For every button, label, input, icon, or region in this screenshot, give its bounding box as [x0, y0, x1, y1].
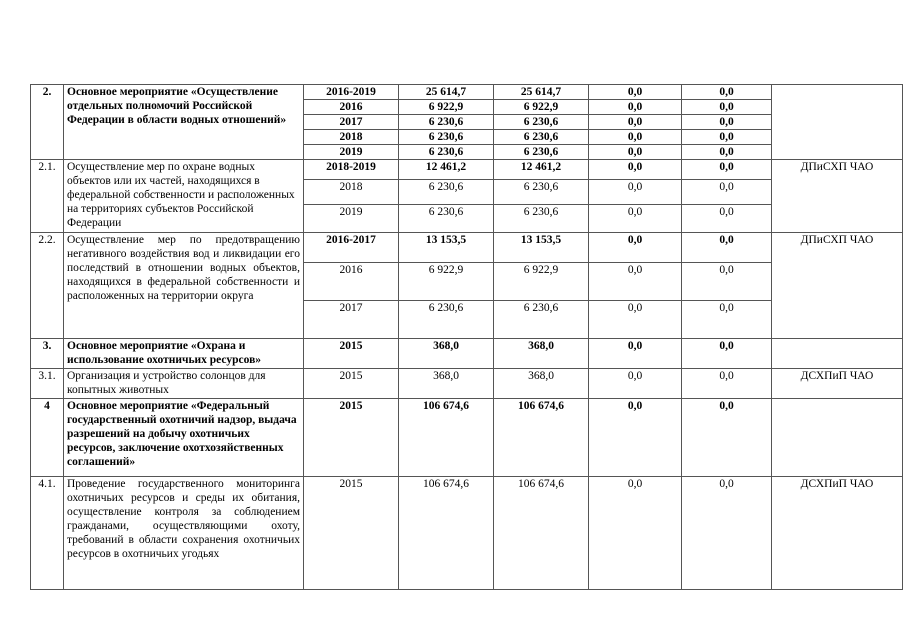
regional-cell: 0,0	[589, 160, 682, 180]
other-cell: 0,0	[682, 205, 772, 233]
other-cell: 0,0	[682, 369, 772, 399]
row-number: 4.1.	[31, 477, 64, 590]
total-cell: 12 461,2	[399, 160, 494, 180]
federal-cell: 106 674,6	[494, 399, 589, 477]
row-number: 3.	[31, 339, 64, 369]
total-cell: 6 230,6	[399, 180, 494, 205]
regional-cell: 0,0	[589, 477, 682, 590]
year-cell: 2018-2019	[304, 160, 399, 180]
other-cell: 0,0	[682, 339, 772, 369]
other-cell: 0,0	[682, 233, 772, 263]
row-number: 2.2.	[31, 233, 64, 339]
federal-cell: 6 230,6	[494, 130, 589, 145]
regional-cell: 0,0	[589, 115, 682, 130]
total-cell: 368,0	[399, 369, 494, 399]
year-cell: 2019	[304, 205, 399, 233]
regional-cell: 0,0	[589, 85, 682, 100]
total-cell: 6 230,6	[399, 205, 494, 233]
row-description: Проведение государственного мониторинга охотничьих ресурсов и среды их обитания, осуществление контроля за соблюдением гражданами, осуществляющими охоту, требований в области сохранения охотничьих ресурсов в охотничьих угодьях	[64, 477, 304, 590]
regional-cell: 0,0	[589, 145, 682, 160]
table-row	[31, 233, 903, 263]
other-cell: 0,0	[682, 160, 772, 180]
responsible-cell	[772, 399, 903, 477]
responsible-cell: ДСХПиП ЧАО	[772, 369, 903, 399]
other-cell: 0,0	[682, 263, 772, 301]
responsible-cell	[772, 85, 903, 160]
federal-cell: 25 614,7	[494, 85, 589, 100]
federal-cell: 368,0	[494, 339, 589, 369]
table-row	[31, 369, 903, 399]
other-cell: 0,0	[682, 145, 772, 160]
row-number: 4	[31, 399, 64, 477]
federal-cell: 106 674,6	[494, 477, 589, 590]
federal-cell: 12 461,2	[494, 160, 589, 180]
federal-cell: 6 230,6	[494, 301, 589, 339]
federal-cell: 6 230,6	[494, 145, 589, 160]
year-cell: 2015	[304, 399, 399, 477]
year-cell: 2015	[304, 339, 399, 369]
total-cell: 6 230,6	[399, 301, 494, 339]
row-number: 3.1.	[31, 369, 64, 399]
total-cell: 13 153,5	[399, 233, 494, 263]
federal-cell: 6 230,6	[494, 180, 589, 205]
program-table	[30, 84, 903, 590]
year-cell: 2016	[304, 263, 399, 301]
year-cell: 2016-2017	[304, 233, 399, 263]
federal-cell: 6 922,9	[494, 263, 589, 301]
total-cell: 6 922,9	[399, 100, 494, 115]
year-cell: 2018	[304, 130, 399, 145]
regional-cell: 0,0	[589, 339, 682, 369]
total-cell: 106 674,6	[399, 399, 494, 477]
regional-cell: 0,0	[589, 233, 682, 263]
year-cell: 2017	[304, 301, 399, 339]
other-cell: 0,0	[682, 100, 772, 115]
row-description: Осуществление мер по предотвращению негативного воздействия вод и ликвидации его последствий в отношении водных объектов, находящихся в федеральной собственности и расположенных на территории округа	[64, 233, 304, 339]
other-cell: 0,0	[682, 85, 772, 100]
year-cell: 2018	[304, 180, 399, 205]
federal-cell: 6 922,9	[494, 100, 589, 115]
federal-cell: 368,0	[494, 369, 589, 399]
row-description: Основное мероприятие «Федеральный государственный охотничий надзор, выдача разрешений на добычу охотничьих ресурсов, заключение охотхозяйственных соглашений»	[64, 399, 304, 477]
regional-cell: 0,0	[589, 130, 682, 145]
total-cell: 368,0	[399, 339, 494, 369]
federal-cell: 6 230,6	[494, 115, 589, 130]
row-description: Основное мероприятие «Осуществление отдельных полномочий Российской Федерации в области водных отношений»	[64, 85, 304, 160]
other-cell: 0,0	[682, 477, 772, 590]
table-row	[31, 477, 903, 590]
table-row	[31, 160, 903, 180]
regional-cell: 0,0	[589, 369, 682, 399]
total-cell: 6 230,6	[399, 130, 494, 145]
year-cell: 2019	[304, 145, 399, 160]
other-cell: 0,0	[682, 399, 772, 477]
federal-cell: 13 153,5	[494, 233, 589, 263]
regional-cell: 0,0	[589, 263, 682, 301]
year-cell: 2016-2019	[304, 85, 399, 100]
row-description: Организация и устройство солонцов для копытных животных	[64, 369, 304, 399]
responsible-cell	[772, 339, 903, 369]
row-number: 2.1.	[31, 160, 64, 233]
regional-cell: 0,0	[589, 100, 682, 115]
row-description: Осуществление мер по охране водных объектов или их частей, находящихся в федеральной собственности и расположенных на территориях субъектов Российской Федерации	[64, 160, 304, 233]
regional-cell: 0,0	[589, 301, 682, 339]
table-row	[31, 399, 903, 477]
responsible-cell: ДПиСХП ЧАО	[772, 160, 903, 233]
responsible-cell: ДСХПиП ЧАО	[772, 477, 903, 590]
row-description: Основное мероприятие «Охрана и использование охотничьих ресурсов»	[64, 339, 304, 369]
year-cell: 2016	[304, 100, 399, 115]
total-cell: 6 230,6	[399, 115, 494, 130]
year-cell: 2015	[304, 369, 399, 399]
table-row	[31, 85, 903, 100]
responsible-cell: ДПиСХП ЧАО	[772, 233, 903, 339]
total-cell: 25 614,7	[399, 85, 494, 100]
regional-cell: 0,0	[589, 399, 682, 477]
other-cell: 0,0	[682, 115, 772, 130]
total-cell: 6 922,9	[399, 263, 494, 301]
total-cell: 106 674,6	[399, 477, 494, 590]
year-cell: 2015	[304, 477, 399, 590]
regional-cell: 0,0	[589, 205, 682, 233]
row-number: 2.	[31, 85, 64, 160]
year-cell: 2017	[304, 115, 399, 130]
regional-cell: 0,0	[589, 180, 682, 205]
other-cell: 0,0	[682, 180, 772, 205]
federal-cell: 6 230,6	[494, 205, 589, 233]
total-cell: 6 230,6	[399, 145, 494, 160]
other-cell: 0,0	[682, 301, 772, 339]
table-row	[31, 339, 903, 369]
other-cell: 0,0	[682, 130, 772, 145]
